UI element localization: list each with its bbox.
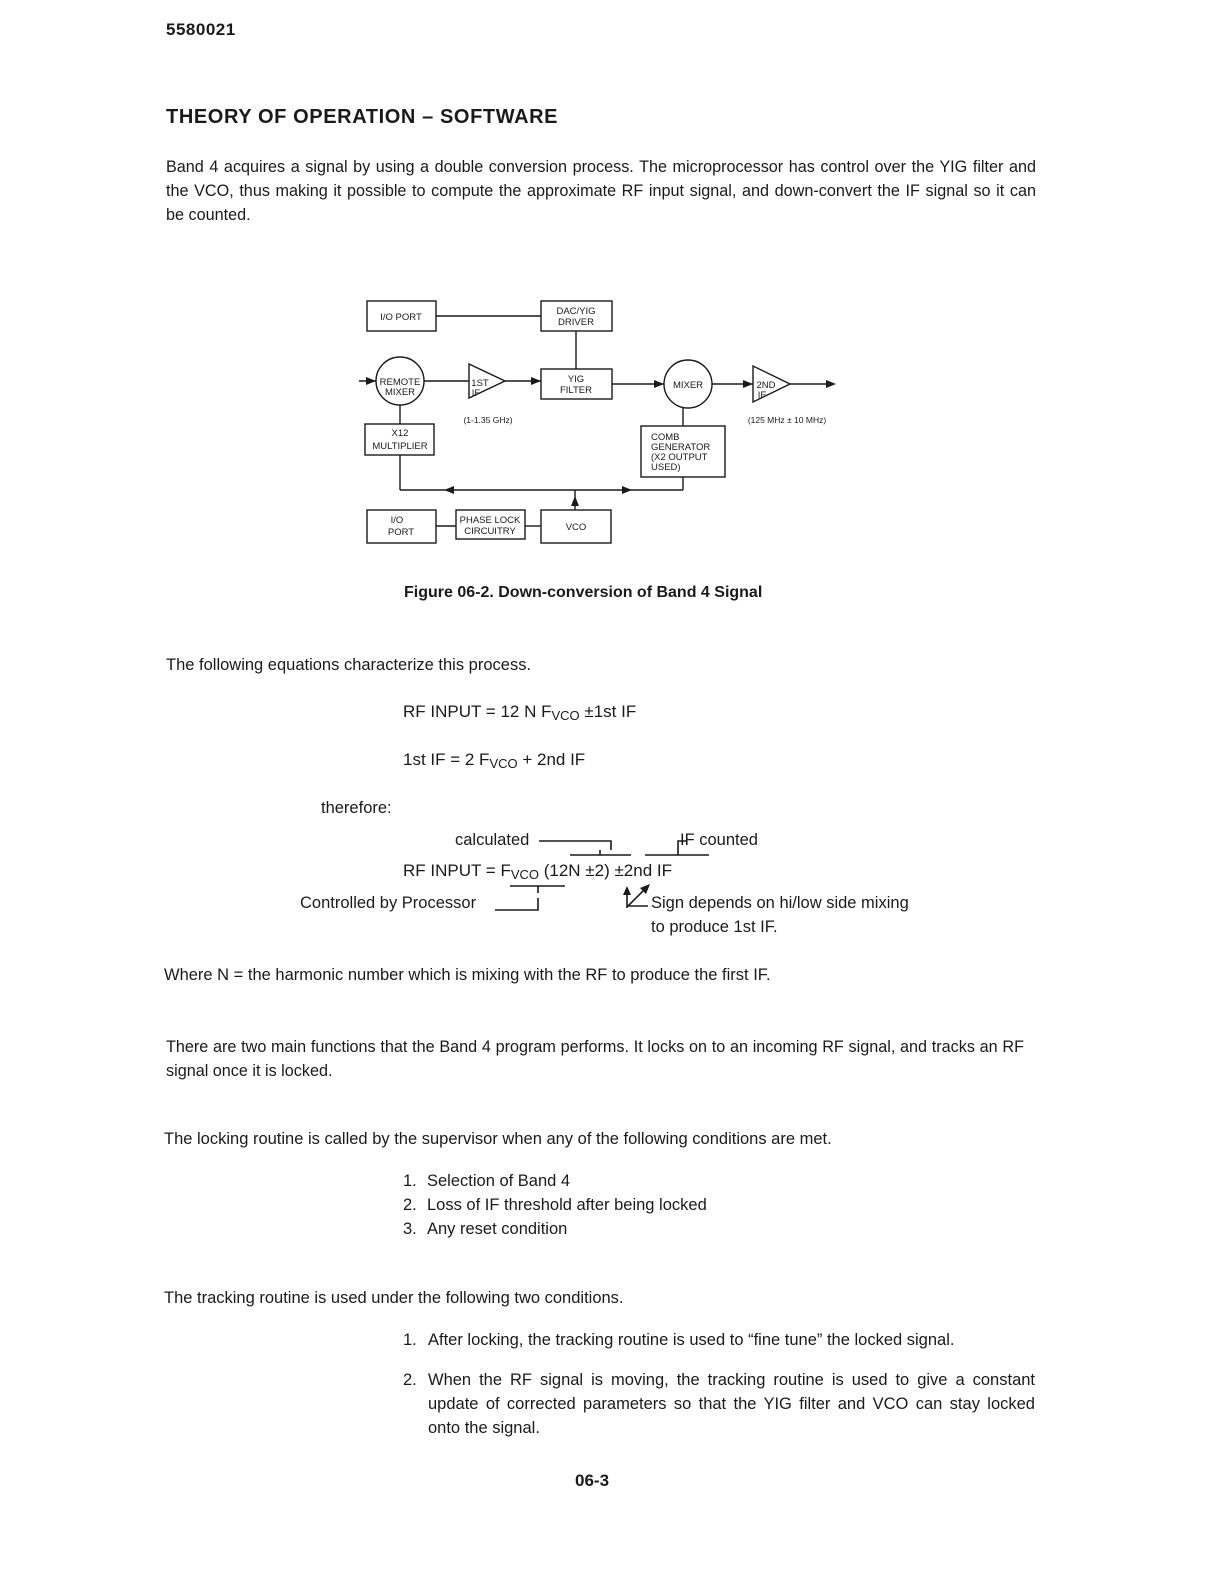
first-if-range: (1-1.35 GHz) — [463, 415, 513, 425]
second-if-range: (125 MHz ± 10 MHz) — [747, 415, 827, 425]
dac-yig-label-2: DRIVER — [558, 317, 594, 328]
list-item: 2. Loss of IF threshold after being locked — [403, 1196, 707, 1214]
locking-conditions-list — [403, 1169, 707, 1241]
first-if-label-2: IF — [471, 388, 481, 399]
loop-arrowhead-left — [444, 486, 454, 494]
yig-filter-label-1: YIG — [567, 374, 585, 385]
comb-label-4: USED) — [651, 462, 681, 473]
tracking-intro: The tracking routine is used under the following two conditions. — [164, 1289, 624, 1307]
sign-note-line-1: Sign depends on hi/low side mixing — [651, 894, 909, 912]
equation-2: 1st IF = 2 $F_{VCO} + 2nd$ IF — [403, 750, 586, 771]
list-item: 3. Any reset condition — [403, 1220, 568, 1238]
page-number: 06-3 — [575, 1471, 610, 1490]
locking-intro: The locking routine is called by the supervisor when any of the following conditions are met. — [164, 1130, 832, 1148]
second-if-label-2: IF — [757, 390, 767, 401]
comb-label-1: COMB — [651, 432, 680, 443]
vco-label: VCO — [565, 522, 587, 533]
first-if-label-1: 1ST — [471, 378, 489, 389]
comb-label-3: (X2 OUTPUT — [651, 452, 708, 463]
arrowhead-to-2nd-if — [743, 380, 753, 388]
figure-caption: Figure 06-2. Down-conversion of Band 4 Signal — [404, 584, 763, 601]
document-number: 5580021 — [166, 20, 236, 39]
list-item: 1. Selection of Band 4 — [403, 1172, 571, 1190]
therefore-label: therefore: — [321, 799, 392, 817]
sign-note-line-2: to produce 1st IF. — [651, 918, 778, 936]
equation-3: RF INPUT = $F_{VCO}$ (12N ±2) ±2nd IF — [403, 861, 673, 882]
io-port-bottom-label-2: PORT — [387, 527, 415, 538]
yig-filter-label-2: FILTER — [559, 385, 593, 396]
x12-label-2: MULTIPLIER — [372, 441, 428, 452]
controlled-by-processor: Controlled by Processor — [300, 894, 477, 912]
equations-intro: The following equations characterize this process. — [166, 656, 532, 674]
comb-label-2: GENERATOR — [651, 442, 711, 453]
arrowhead-to-yig — [531, 377, 541, 385]
sign-arrowhead-up — [623, 886, 631, 895]
section-title: THEORY OF OPERATION – SOFTWARE — [166, 106, 559, 128]
intro-paragraph: Band 4 acquires a signal by using a double conversion process. The microprocessor has control over the YIG filter and the VCO, thus making it possible to compute the approximate RF input signal, and down-convert the IF signal so it can be counted. — [166, 158, 1036, 224]
x12-label-1: X12 — [391, 428, 409, 439]
dac-yig-label-1: DAC/YIG — [556, 306, 596, 317]
mixer-label: MIXER — [672, 380, 704, 391]
functions-paragraph: There are two main functions that the Band 4 program performs. It locks on to an incoming RF signal, and tracks an RF signal once it is locked. — [166, 1038, 1024, 1080]
calculated-label: calculated — [455, 831, 530, 849]
remote-mixer-label-1: REMOTE — [379, 377, 421, 388]
phase-lock-label-1: PHASE LOCK — [459, 515, 521, 526]
list-item: 2. When the RF signal is moving, the tracking routine is used to give a constant update of corrected parameters so that the YIG filter and VCO can stay locked onto the signal. — [403, 1371, 1035, 1437]
input-arrowhead — [366, 377, 376, 385]
io-port-top-label: I/O PORT — [380, 312, 422, 323]
phase-lock-label-2: CIRCUITRY — [464, 526, 516, 537]
output-arrowhead — [826, 380, 836, 388]
remote-mixer-label-2: MIXER — [384, 387, 416, 398]
equation-annotation-brackets — [0, 820, 1210, 930]
equation-1: RF INPUT = 12 N $F_{VCO} \pm 1st$ IF — [403, 702, 637, 723]
where-n-definition: Where N = the harmonic number which is mixing with the RF to produce the first IF. — [164, 966, 771, 984]
io-port-bottom-label-1: I/O — [390, 515, 404, 526]
second-if-label-1: 2ND — [756, 380, 776, 391]
tracking-conditions-list — [403, 1328, 1035, 1440]
loop-arrowhead-right — [622, 486, 632, 494]
list-item: 1. After locking, the tracking routine is used to “fine tune” the locked signal. — [403, 1331, 955, 1349]
if-counted-label: IF counted — [680, 831, 758, 849]
band4-block-diagram — [0, 0, 1210, 580]
loop-arrowhead-up — [571, 496, 579, 506]
arrowhead-to-mixer — [654, 380, 664, 388]
